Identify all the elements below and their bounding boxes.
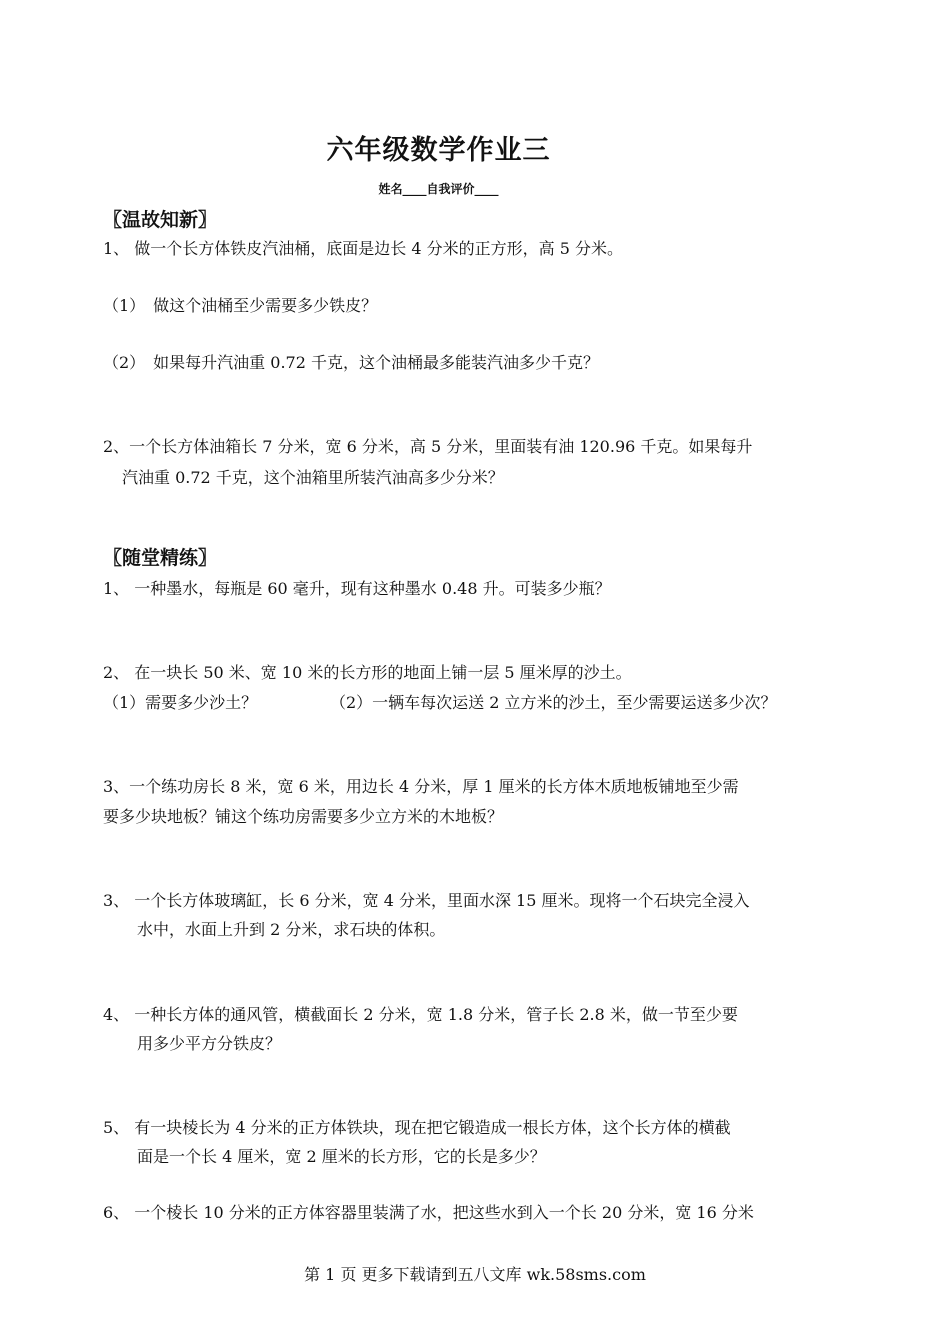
question-line: 面是一个长 4 厘米，宽 2 厘米的长方形，它的长是多少？ xyxy=(137,1147,546,1166)
question-line: 1、 做一个长方体铁皮汽油桶，底面是边长 4 分米的正方形，高 5 分米。 xyxy=(103,239,623,258)
name-self-evaluation-line: 姓名____自我评价____ xyxy=(378,182,499,196)
question-line: 4、 一种长方体的通风管，横截面长 2 分米，宽 1.8 分米，管子长 2.8 米，做一节至少要 xyxy=(103,1005,738,1024)
question-line: （2）一辆车每次运送 2 立方米的沙土，至少需要运送多少次？ xyxy=(330,693,777,712)
question-line: 6、 一个棱长 10 分米的正方体容器里装满了水，把这些水到入一个长 20 分米，宽 16 分米 xyxy=(103,1203,754,1222)
question-line: 5、 有一块棱长为 4 分米的正方体铁块，现在把它锻造成一根长方体，这个长方体的横截 xyxy=(103,1118,731,1137)
question-line: 1、 一种墨水，每瓶是 60 毫升，现有这种墨水 0.48 升。可装多少瓶？ xyxy=(103,579,611,598)
question-line: 3、 一个长方体玻璃缸，长 6 分米，宽 4 分米，里面水深 15 厘米。现将一个石块完全浸入 xyxy=(103,891,750,910)
question-line: （1）需要多少沙土？ xyxy=(103,693,258,712)
question-line: 水中，水面上升到 2 分米，求石块的体积。 xyxy=(137,920,446,939)
question-line: 2、 在一块长 50 米、宽 10 米的长方形的地面上铺一层 5 厘米厚的沙土。 xyxy=(103,663,632,682)
question-line: 用多少平方分铁皮？ xyxy=(137,1034,282,1053)
section-heading-practice: 〖随堂精练〗 xyxy=(103,547,218,569)
page-title: 六年级数学作业三 xyxy=(326,135,551,166)
question-line: （2） 如果每升汽油重 0.72 千克，这个油桶最多能装汽油多少千克？ xyxy=(103,353,599,372)
page-footer: 第 1 页 更多下载请到五八文库 wk.58sms.com xyxy=(304,1265,646,1284)
section-heading-review: 〖温故知新〗 xyxy=(103,209,218,231)
question-line: （1） 做这个油桶至少需要多少铁皮？ xyxy=(103,296,378,315)
question-line: 汽油重 0.72 千克，这个油箱里所装汽油高多少分米？ xyxy=(122,468,504,487)
question-line: 要多少块地板？铺这个练功房需要多少立方米的木地板？ xyxy=(103,807,504,826)
question-line: 3、一个练功房长 8 米，宽 6 米，用边长 4 分米，厚 1 厘米的长方体木质地板铺地至少需 xyxy=(103,777,739,796)
question-line: 2、一个长方体油箱长 7 分米，宽 6 分米，高 5 分米，里面装有油 120.96 千克。如果每升 xyxy=(103,437,753,456)
